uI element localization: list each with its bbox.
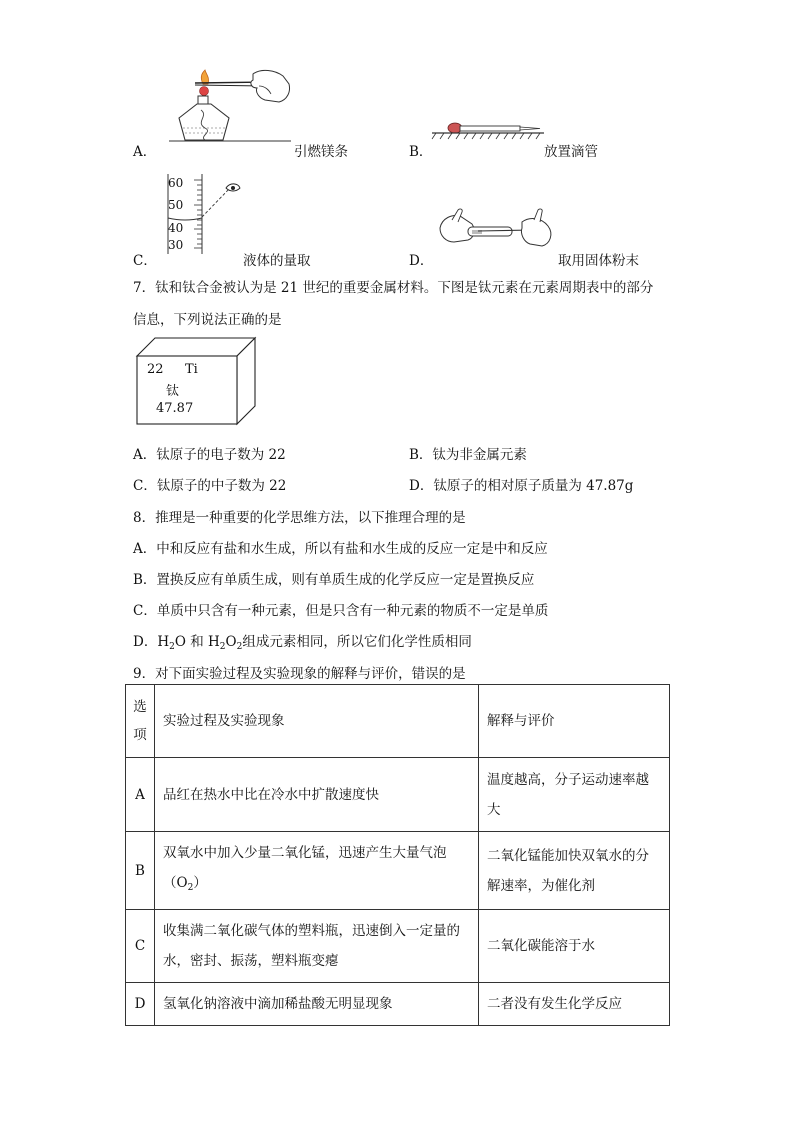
- q8-option-b: B．置换反应有单质生成，则有单质生成的化学反应一定是置换反应: [133, 572, 535, 588]
- q6-option-a-caption: 引燃镁条: [294, 144, 348, 160]
- element-name: 钛: [166, 384, 180, 399]
- q8-stem: 8．推理是一种重要的化学思维方法，以下推理合理的是: [133, 510, 466, 526]
- q6-option-d-letter: D．: [409, 253, 434, 269]
- row-key: B: [126, 832, 155, 910]
- q6-option-c-caption: 液体的量取: [243, 253, 311, 269]
- titanium-element-card: [137, 338, 255, 424]
- q7-stem-line2: 信息，下列说法正确的是: [133, 312, 282, 328]
- q7-option-b: B．钛为非金属元素: [409, 447, 527, 463]
- q8-option-d: D．$H_2O$ 和 $H_2O_2$组成元素相同，所以它们化学性质相同: [133, 634, 472, 652]
- q7-option-a: A．钛原子的电子数为 22: [133, 447, 286, 463]
- row-explain: 二者没有发生化学反应: [479, 983, 670, 1026]
- element-atomic-number: 22: [147, 362, 164, 377]
- row-key: A: [126, 758, 155, 832]
- q9-stem: 9．对下面实验过程及实验现象的解释与评价，错误的是: [133, 666, 466, 682]
- q6-option-d-caption: 取用固体粉末: [558, 253, 639, 269]
- table-row: [126, 758, 670, 832]
- element-symbol: Ti: [185, 362, 198, 377]
- dropper-on-table-illustration: [432, 118, 544, 142]
- q7-stem-line1: 7．钛和钛合金被认为是 21 世纪的重要金属材料。下图是钛元素在元素周期表中的部分: [133, 280, 654, 296]
- q9-table: [125, 684, 670, 1026]
- table-row: [126, 910, 670, 983]
- row-process: 品红在热水中比在冷水中扩散速度快: [155, 758, 479, 832]
- table-row: [126, 832, 670, 910]
- header-explain: 解释与评价: [479, 685, 670, 758]
- q7-option-d: D．钛原子的相对原子质量为 47.87g: [409, 478, 634, 494]
- table-header-row: [126, 685, 670, 758]
- alcohol-lamp-illustration: [165, 70, 295, 150]
- q6-option-b-letter: B．: [409, 144, 433, 160]
- cylinder-mark-30: 30: [168, 238, 184, 252]
- row-process: 收集满二氧化碳气体的塑料瓶，迅速倒入一定量的水，密封、振荡，塑料瓶变瘪: [155, 910, 479, 983]
- q6-option-a-letter: A．: [133, 144, 157, 160]
- powder-test-tube-illustration: [438, 206, 556, 258]
- header-option: 选项: [126, 685, 155, 758]
- q8-option-a: A．中和反应有盐和水生成，所以有盐和水生成的反应一定是中和反应: [133, 541, 548, 557]
- cylinder-mark-40: 40: [168, 221, 184, 235]
- row-process: 双氧水中加入少量二氧化锰，迅速产生大量气泡$(O_2)$: [155, 832, 479, 910]
- row-explain: 温度越高，分子运动速率越大: [479, 758, 670, 832]
- q6-option-c-letter: C．: [133, 253, 157, 269]
- row-explain: 二氧化锰能加快双氧水的分解速率，为催化剂: [479, 832, 670, 910]
- element-atomic-mass: 47.87: [156, 401, 194, 416]
- q7-option-c: C．钛原子的中子数为 22: [133, 478, 287, 494]
- table-row: [126, 983, 670, 1026]
- header-process: 实验过程及实验现象: [155, 685, 479, 758]
- row-key: D: [126, 983, 155, 1026]
- row-process: 氢氧化钠溶液中滴加稀盐酸无明显现象: [155, 983, 479, 1026]
- q8-option-c: C．单质中只含有一种元素，但是只含有一种元素的物质不一定是单质: [133, 603, 549, 619]
- row-explain: 二氧化碳能溶于水: [479, 910, 670, 983]
- row-key: C: [126, 910, 155, 983]
- q6-option-b-caption: 放置滴管: [544, 144, 598, 160]
- cylinder-mark-60: 60: [168, 176, 184, 190]
- cylinder-mark-50: 50: [168, 198, 184, 212]
